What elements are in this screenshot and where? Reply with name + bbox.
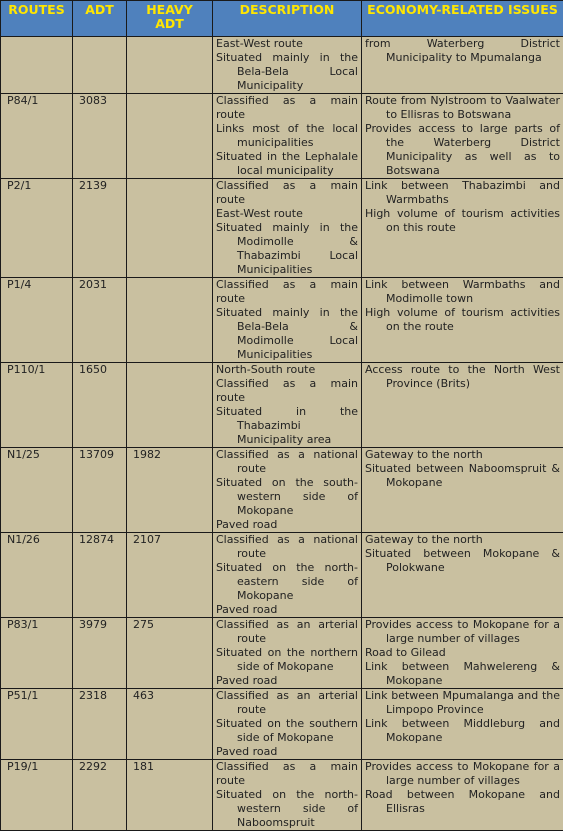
header-routes: ROUTES xyxy=(1,1,73,37)
economy-line: Mokopane xyxy=(365,731,560,745)
description-line: Modimolle Local xyxy=(216,334,358,348)
description-line: local municipality xyxy=(216,164,358,178)
description-line: Classified as a main route xyxy=(216,760,358,788)
economy-line: large number of villages xyxy=(365,774,560,788)
description-line: Situated on the north- xyxy=(216,788,358,802)
cell-economy xyxy=(362,94,563,179)
table-row xyxy=(1,278,563,363)
description-line: Municipalities xyxy=(216,263,358,277)
table-row xyxy=(1,618,563,689)
header-heavy-adt xyxy=(127,1,213,37)
economy-line: Municipality as well as to xyxy=(365,150,560,164)
description-line: Classified as a main route xyxy=(216,94,358,122)
cell-adt: 1650 xyxy=(73,363,127,448)
cell-description xyxy=(213,689,362,760)
description-line: western side of xyxy=(216,802,358,816)
description-line: Municipality xyxy=(216,79,358,93)
economy-line: Link between Warmbaths and xyxy=(365,278,560,292)
economy-line: to Ellisras to Botswana xyxy=(365,108,560,122)
cell-adt: 2139 xyxy=(73,179,127,278)
cell-adt: 3083 xyxy=(73,94,127,179)
economy-line: Polokwane xyxy=(365,561,560,575)
cell-adt: 13709 xyxy=(73,448,127,533)
economy-line: Warmbaths xyxy=(365,193,560,207)
cell-route: P1/4 xyxy=(1,278,73,363)
description-line: side of Mokopane xyxy=(216,731,358,745)
economy-line: Gateway to the north xyxy=(365,448,560,462)
description-line: Situated mainly in the xyxy=(216,51,358,65)
description-line: Classified as a national xyxy=(216,448,358,462)
cell-route: P51/1 xyxy=(1,689,73,760)
description-line: Classified as an arterial xyxy=(216,618,358,632)
cell-adt: 2292 xyxy=(73,760,127,831)
description-line: Mokopane xyxy=(216,589,358,603)
economy-line: Provides access to Mokopane for a xyxy=(365,760,560,774)
description-line: Situated in the Lephalale xyxy=(216,150,358,164)
economy-line: Mokopane xyxy=(365,476,560,490)
cell-economy xyxy=(362,363,563,448)
table-row xyxy=(1,760,563,831)
table-row xyxy=(1,179,563,278)
cell-route: P19/1 xyxy=(1,760,73,831)
cell-economy xyxy=(362,179,563,278)
economy-line: Modimolle town xyxy=(365,292,560,306)
header-heavy-adt-line2: ADT xyxy=(155,16,184,31)
description-line: Bela-Bela & xyxy=(216,320,358,334)
cell-adt: 2318 xyxy=(73,689,127,760)
description-line: Bela-Bela Local xyxy=(216,65,358,79)
header-description: DESCRIPTION xyxy=(213,1,362,37)
economy-line: Situated between Naboomspruit & xyxy=(365,462,560,476)
economy-line: Route from Nylstroom to Vaalwater xyxy=(365,94,560,108)
economy-line: Limpopo Province xyxy=(365,703,560,717)
cell-description xyxy=(213,179,362,278)
table-body xyxy=(1,37,563,831)
header-heavy-adt-line1: HEAVY xyxy=(146,2,193,17)
description-line: Municipalities xyxy=(216,348,358,362)
description-line: Classified as a main route xyxy=(216,278,358,306)
economy-line: Province (Brits) xyxy=(365,377,560,391)
economy-line: Link between Mahwelereng & xyxy=(365,660,560,674)
description-line: side of Mokopane xyxy=(216,660,358,674)
cell-route xyxy=(1,37,73,94)
economy-line: Ellisras xyxy=(365,802,560,816)
economy-line: Gateway to the north xyxy=(365,533,560,547)
cell-heavy-adt xyxy=(127,278,213,363)
cell-heavy-adt: 181 xyxy=(127,760,213,831)
cell-heavy-adt xyxy=(127,37,213,94)
cell-route: N1/26 xyxy=(1,533,73,618)
description-line: Situated mainly in the xyxy=(216,306,358,320)
cell-adt xyxy=(73,37,127,94)
description-line: Situated on the southern xyxy=(216,717,358,731)
cell-description xyxy=(213,618,362,689)
economy-line: High volume of tourism activities xyxy=(365,207,560,221)
description-line: North-South route xyxy=(216,363,358,377)
cell-description xyxy=(213,448,362,533)
cell-heavy-adt: 2107 xyxy=(127,533,213,618)
cell-economy xyxy=(362,533,563,618)
description-line: eastern side of xyxy=(216,575,358,589)
cell-economy xyxy=(362,37,563,94)
cell-heavy-adt: 275 xyxy=(127,618,213,689)
description-line: East-West route xyxy=(216,37,358,51)
cell-economy xyxy=(362,760,563,831)
description-line: Situated on the northern xyxy=(216,646,358,660)
economy-line: Link between Middleburg and xyxy=(365,717,560,731)
table-row xyxy=(1,533,563,618)
cell-route: P83/1 xyxy=(1,618,73,689)
description-line: Classified as a main route xyxy=(216,179,358,207)
table-row xyxy=(1,94,563,179)
economy-line: Road to Gilead xyxy=(365,646,560,660)
header-row xyxy=(1,1,563,37)
cell-route: P110/1 xyxy=(1,363,73,448)
description-line: route xyxy=(216,632,358,646)
cell-heavy-adt xyxy=(127,94,213,179)
economy-line: Municipality to Mpumalanga xyxy=(365,51,560,65)
cell-description xyxy=(213,94,362,179)
cell-adt: 12874 xyxy=(73,533,127,618)
description-line: Paved road xyxy=(216,603,358,617)
economy-line: Link between Mpumalanga and the xyxy=(365,689,560,703)
cell-adt: 2031 xyxy=(73,278,127,363)
cell-route: P2/1 xyxy=(1,179,73,278)
cell-description xyxy=(213,278,362,363)
description-line: Naboomspruit xyxy=(216,816,358,830)
description-line: East-West route xyxy=(216,207,358,221)
description-line: Paved road xyxy=(216,674,358,688)
cell-heavy-adt: 463 xyxy=(127,689,213,760)
description-line: Paved road xyxy=(216,745,358,759)
cell-heavy-adt: 1982 xyxy=(127,448,213,533)
table-row xyxy=(1,363,563,448)
table-row xyxy=(1,448,563,533)
economy-line: Provides access to large parts of xyxy=(365,122,560,136)
cell-description xyxy=(213,760,362,831)
economy-line: Provides access to Mokopane for a xyxy=(365,618,560,632)
description-line: Classified as a national xyxy=(216,533,358,547)
table-row xyxy=(1,689,563,760)
economy-line: Access route to the North West xyxy=(365,363,560,377)
description-line: Situated on the south- xyxy=(216,476,358,490)
economy-line: Road between Mokopane and xyxy=(365,788,560,802)
economy-line: Situated between Mokopane & xyxy=(365,547,560,561)
cell-economy xyxy=(362,278,563,363)
description-line: Situated mainly in the xyxy=(216,221,358,235)
cell-economy xyxy=(362,618,563,689)
description-line: route xyxy=(216,462,358,476)
description-line: Classified as an arterial xyxy=(216,689,358,703)
economy-line: Link between Thabazimbi and xyxy=(365,179,560,193)
description-line: route xyxy=(216,703,358,717)
cell-description xyxy=(213,363,362,448)
economy-line: the Waterberg District xyxy=(365,136,560,150)
economy-line: large number of villages xyxy=(365,632,560,646)
economy-line: Mokopane xyxy=(365,674,560,688)
economy-line: on this route xyxy=(365,221,560,235)
description-line: Situated in the xyxy=(216,405,358,419)
economy-line: Botswana xyxy=(365,164,560,178)
description-line: western side of xyxy=(216,490,358,504)
cell-heavy-adt xyxy=(127,179,213,278)
description-line: Paved road xyxy=(216,518,358,532)
cell-route: N1/25 xyxy=(1,448,73,533)
description-line: Situated on the north- xyxy=(216,561,358,575)
header-economy: ECONOMY-RELATED ISSUES xyxy=(362,1,563,37)
description-line: municipalities xyxy=(216,136,358,150)
description-line: Thabazimbi xyxy=(216,419,358,433)
economy-line: High volume of tourism activities xyxy=(365,306,560,320)
cell-description xyxy=(213,37,362,94)
description-line: Links most of the local xyxy=(216,122,358,136)
description-line: Modimolle & xyxy=(216,235,358,249)
cell-heavy-adt xyxy=(127,363,213,448)
table-row xyxy=(1,37,563,94)
economy-line: from Waterberg District xyxy=(365,37,560,51)
description-line: Municipality area xyxy=(216,433,358,447)
cell-economy xyxy=(362,689,563,760)
cell-adt: 3979 xyxy=(73,618,127,689)
economy-line: on the route xyxy=(365,320,560,334)
description-line: Mokopane xyxy=(216,504,358,518)
cell-economy xyxy=(362,448,563,533)
description-line: Classified as a main route xyxy=(216,377,358,405)
cell-route: P84/1 xyxy=(1,94,73,179)
description-line: route xyxy=(216,547,358,561)
description-line: Thabazimbi Local xyxy=(216,249,358,263)
cell-description xyxy=(213,533,362,618)
header-adt: ADT xyxy=(73,1,127,37)
